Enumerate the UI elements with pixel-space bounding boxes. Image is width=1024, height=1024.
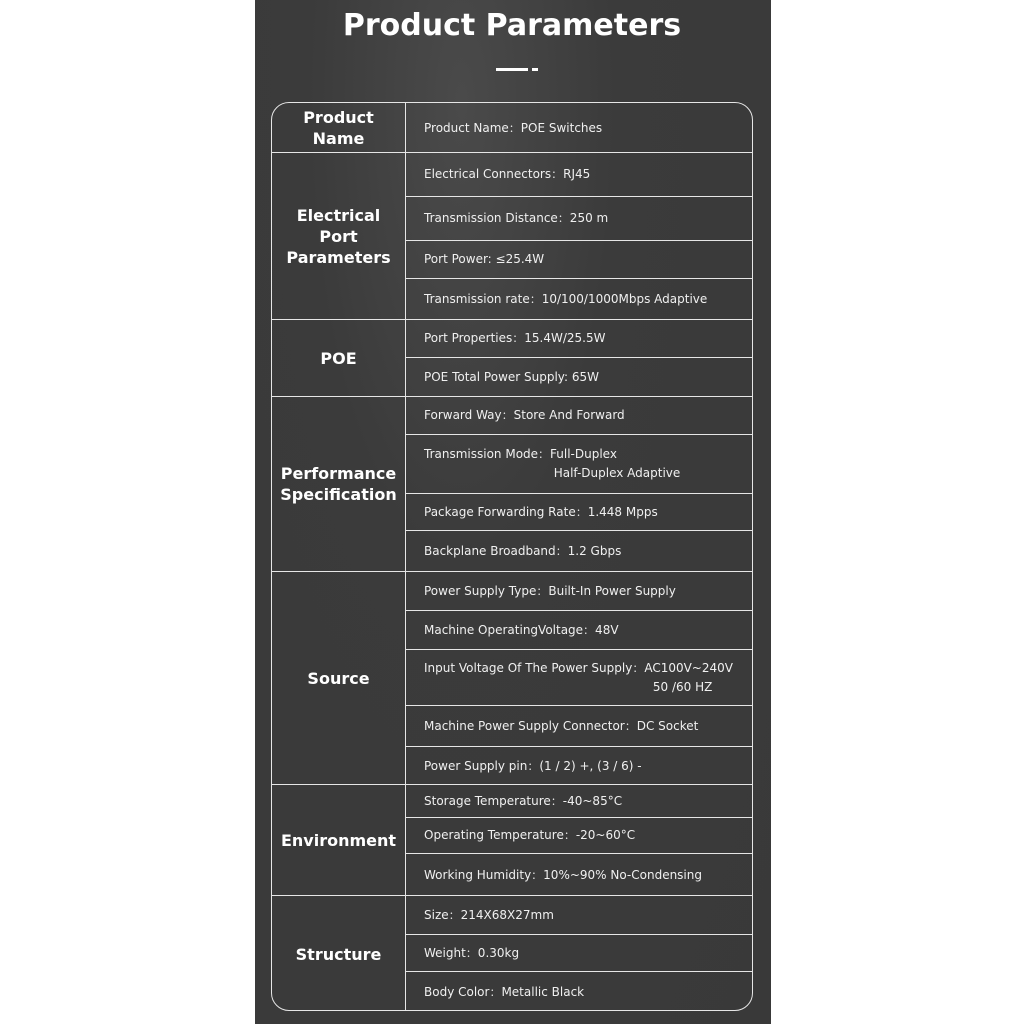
spec-row: Package Forwarding Rate：1.448 Mpps <box>406 494 752 531</box>
spec-row: Storage Temperature：-40~85°C <box>406 785 752 818</box>
spec-group-source <box>272 572 752 785</box>
category-label: Structure <box>272 896 406 1011</box>
spec-row: Input Voltage Of The Power Supply：AC100V~240V 50 /60 HZ <box>406 650 752 706</box>
category-label: Source <box>272 572 406 784</box>
spec-row: Weight：0.30kg <box>406 935 752 972</box>
spec-row: POE Total Power Supply: 65W <box>424 370 600 384</box>
spec-row: Power Supply Type：Built-In Power Supply <box>406 572 752 611</box>
spec-row: Transmission rate：10/100/1000Mbps Adaptive <box>424 292 708 306</box>
category-label: Product Name <box>272 103 406 152</box>
category-label: Environment <box>272 785 406 895</box>
spec-row: Working Humidity：10%~90% No-Condensing <box>424 867 702 882</box>
title-underline-dot <box>532 68 538 71</box>
spec-group-poe <box>272 320 752 397</box>
spec-row: Port Properties：15.4W/25.5W <box>406 320 752 358</box>
spec-row: Forward Way：Store And Forward <box>406 397 752 435</box>
spec-row: Electrical Connectors：RJ45 <box>406 153 752 197</box>
spec-row: Machine OperatingVoltage：48V <box>406 611 752 650</box>
spec-row: Port Power: ≤25.4W <box>406 241 752 279</box>
spec-table <box>271 102 753 1011</box>
page-title: Product Parameters <box>342 8 682 43</box>
category-label: POE <box>272 320 406 396</box>
spec-row: Transmission Distance：250 m <box>406 197 752 241</box>
spec-row: Operating Temperature：-20~60°C <box>406 818 752 854</box>
spec-group-product-name <box>272 103 752 153</box>
spec-row: Power Supply pin：(1 / 2) +, (3 / 6) - <box>424 758 642 773</box>
spec-group-environment <box>272 785 752 896</box>
spec-row: Body Color：Metallic Black <box>424 984 585 999</box>
category-label: Performance Specification <box>272 397 406 571</box>
spec-row: Backplane Broadband：1.2 Gbps <box>424 544 622 558</box>
spec-row: Machine Power Supply Connector：DC Socket <box>406 706 752 747</box>
spec-row: Product Name：POE Switches <box>424 120 603 135</box>
spec-group-performance-specification <box>272 397 752 572</box>
category-label: Electrical Port Parameters <box>272 153 406 319</box>
spec-row: Size：214X68X27mm <box>406 896 752 935</box>
title-underline <box>496 68 528 71</box>
spec-group-structure <box>272 896 752 1011</box>
spec-group-electrical-port-parameters <box>272 153 752 320</box>
spec-row: Transmission Mode：Full-Duplex Half-Duplex Adaptive <box>406 435 752 494</box>
